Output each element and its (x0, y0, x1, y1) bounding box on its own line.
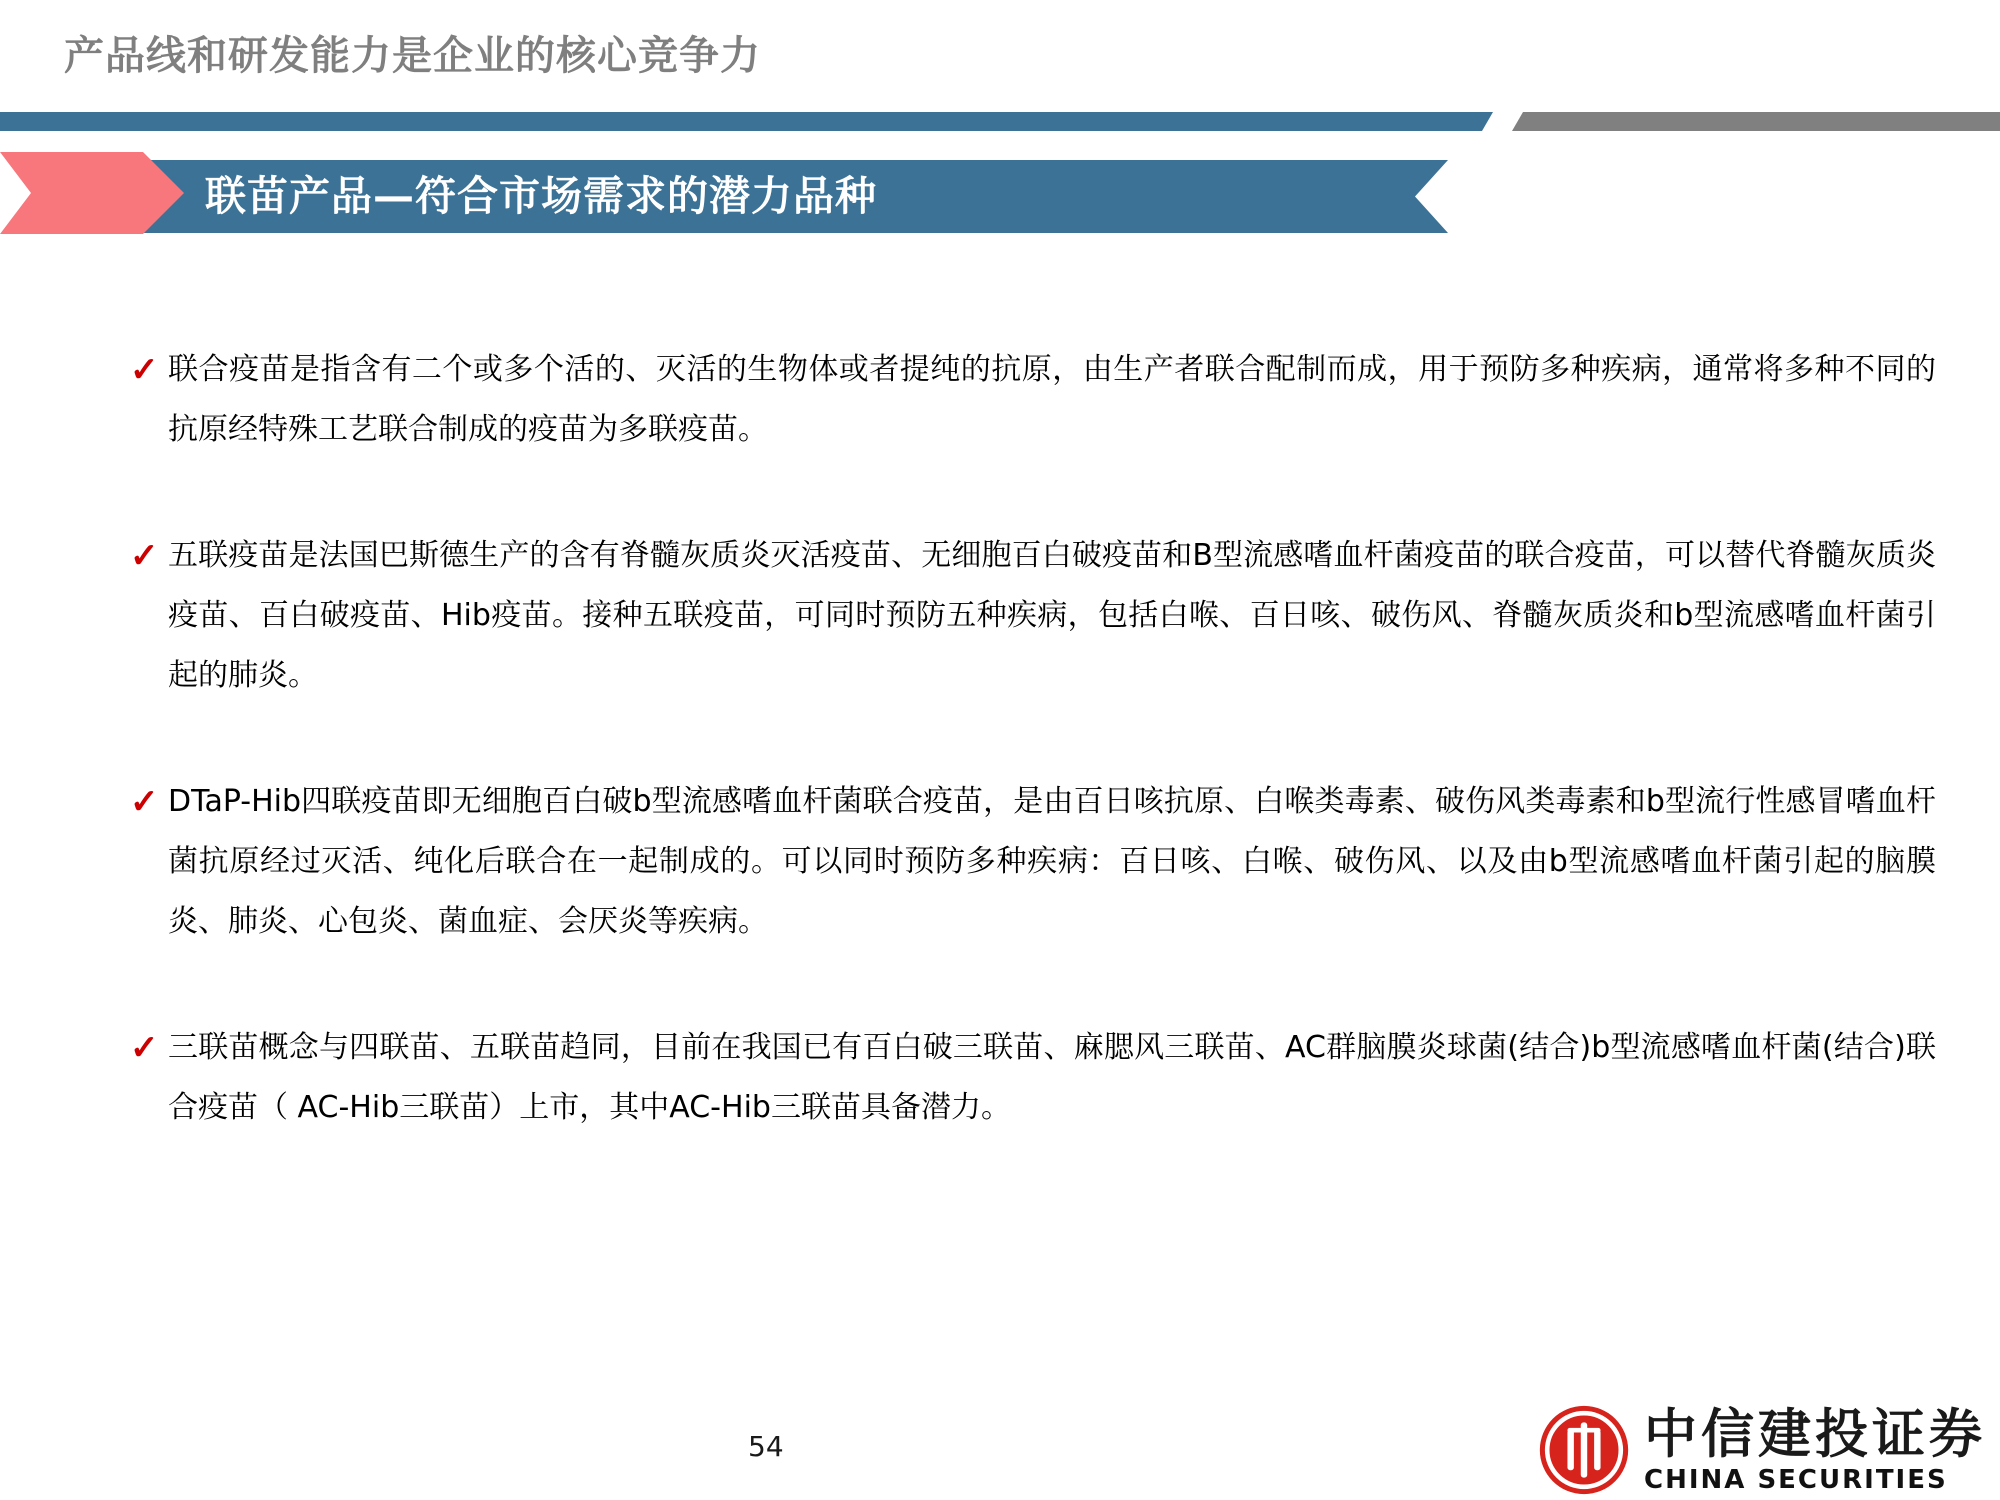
bullet-item (130, 526, 1936, 706)
bullet-text: 五联疫苗是法国巴斯德生产的含有脊髓灰质炎灭活疫苗、无细胞百白破疫苗和B型流感嗜血杆菌疫苗的联合疫苗，可以替代脊髓灰质炎疫苗、百白破疫苗、Hib疫苗。接种五联疫苗，可同时预防五种疾病，包括白喉、百日咳、破伤风、脊髓灰质炎和b型流感嗜血杆菌引起的肺炎。 (168, 538, 1936, 693)
bullet-item (130, 340, 1936, 460)
bullet-item (130, 1018, 1936, 1138)
header-accent-bar-gray (1512, 112, 2000, 131)
checkmark-icon: ✓ (130, 536, 159, 576)
header-accent-bar-blue (0, 112, 1493, 131)
section-title: 联苗产品—符合市场需求的潜力品种 (205, 172, 877, 220)
bullet-text: DTaP-Hib四联疫苗即无细胞百白破b型流感嗜血杆菌联合疫苗，是由百日咳抗原、白喉类毒素、破伤风类毒素和b型流行性感冒嗜血杆菌抗原经过灭活、纯化后联合在一起制成的。可以同时预防多种疾病：百日咳、白喉、破伤风、以及由b型流感嗜血杆菌引起的脑膜炎、肺炎、心包炎、菌血症、会厌炎等疾病。 (168, 784, 1936, 939)
logo-cn-text: 中信建投证券 (1644, 1404, 1986, 1465)
bullet-text: 三联苗概念与四联苗、五联苗趋同，目前在我国已有百白破三联苗、麻腮风三联苗、AC群脑膜炎球菌(结合)b型流感嗜血杆菌(结合)联合疫苗（ AC-Hib三联苗）上市，其中AC-Hib三联苗具备潜力。 (168, 1030, 1936, 1125)
bullet-list (130, 340, 1936, 1204)
checkmark-icon: ✓ (130, 782, 159, 822)
logo-en-text: CHINA SECURITIES (1644, 1465, 1948, 1495)
page-title: 产品线和研发能力是企业的核心竞争力 (64, 33, 761, 79)
page-number: 54 (748, 1430, 784, 1463)
citic-emblem-icon (1538, 1404, 1630, 1496)
checkmark-icon: ✓ (130, 350, 159, 390)
company-logo (1538, 1404, 1986, 1496)
bullet-text: 联合疫苗是指含有二个或多个活的、灭活的生物体或者提纯的抗原，由生产者联合配制而成，用于预防多种疾病，通常将多种不同的抗原经特殊工艺联合制成的疫苗为多联疫苗。 (168, 352, 1936, 447)
logo-text (1644, 1405, 1986, 1495)
bullet-item (130, 772, 1936, 952)
checkmark-icon: ✓ (130, 1028, 159, 1068)
